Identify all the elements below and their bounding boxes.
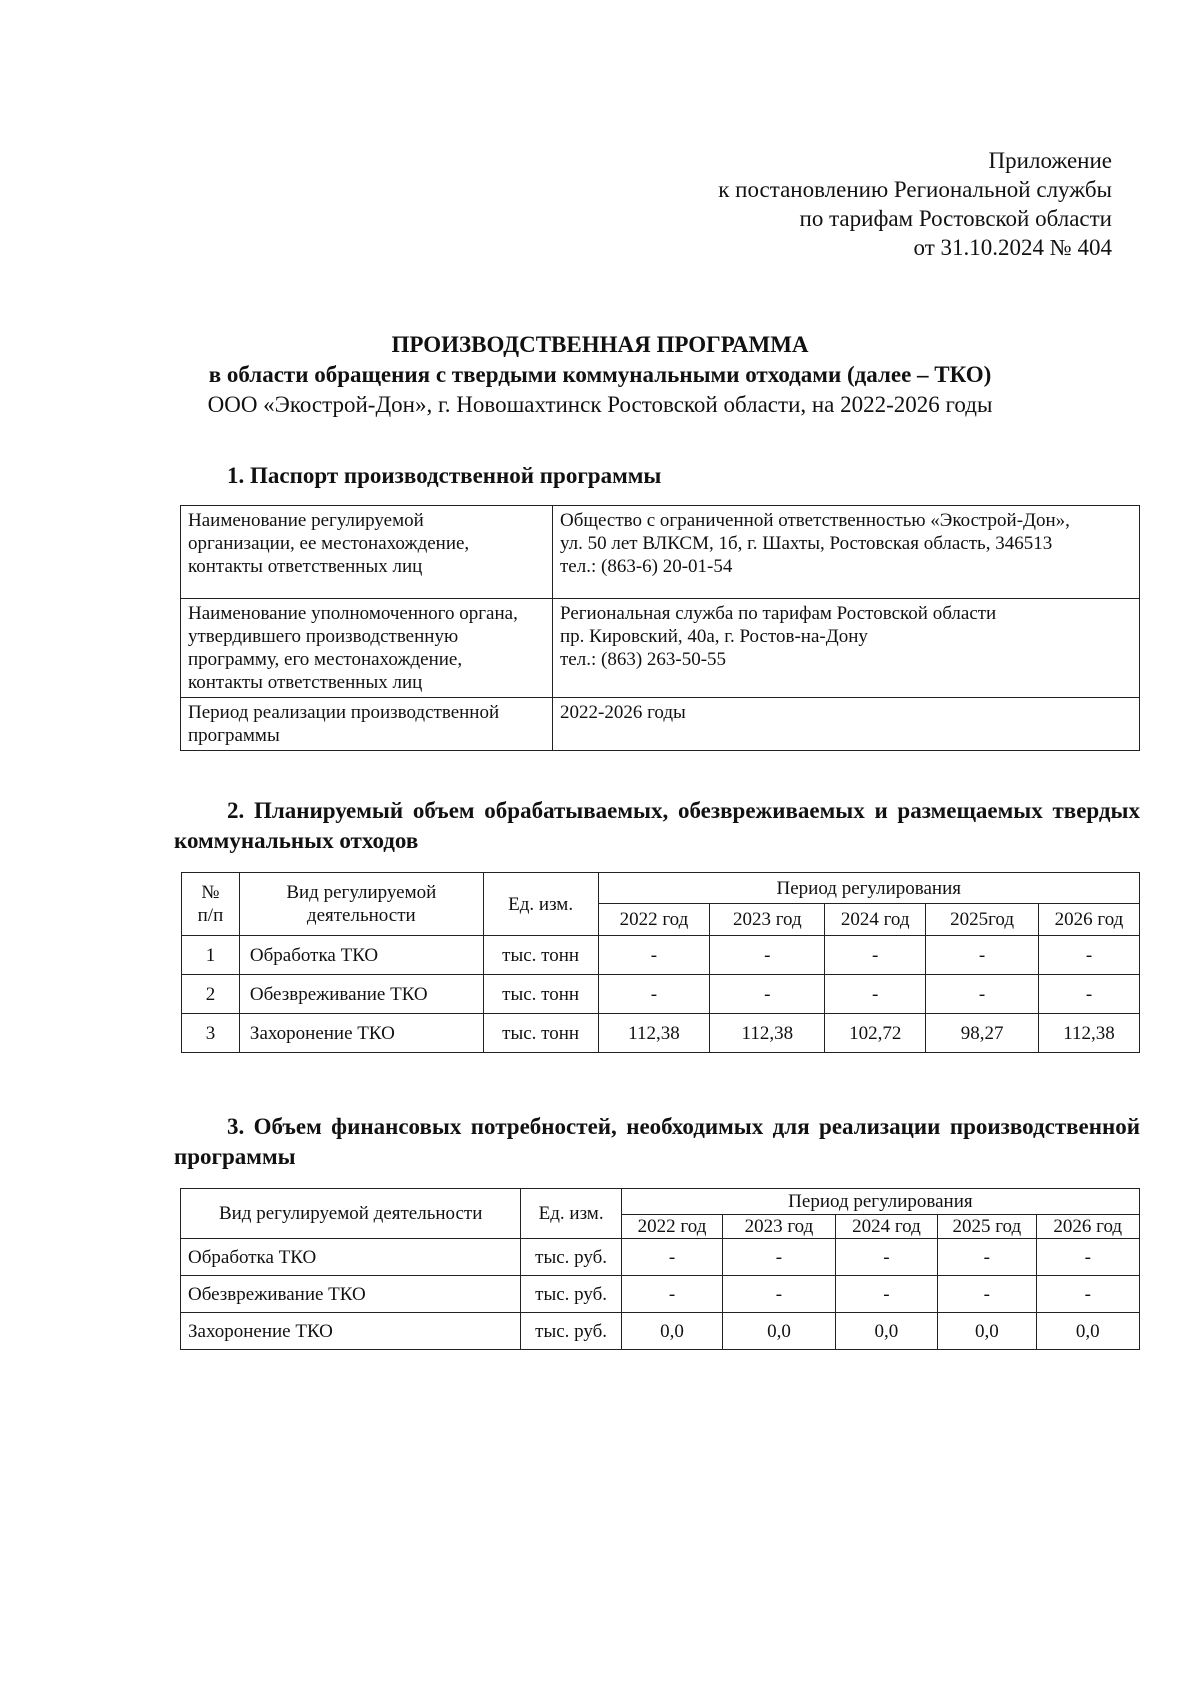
col-header-period: Период регулирования	[598, 873, 1139, 904]
cell-unit: тыс. руб.	[521, 1239, 621, 1276]
text-line: ул. 50 лет ВЛКСМ, 1б, г. Шахты, Ростовская область, 346513	[560, 533, 1053, 554]
col-header-year: 2024 год	[835, 1215, 937, 1239]
passport-label	[181, 599, 553, 698]
cell-unit: тыс. руб.	[521, 1276, 621, 1313]
table-row	[181, 698, 1140, 751]
text-line: программу, его местонахождение,	[188, 649, 463, 670]
appendix-line: по тарифам Ростовской области	[799, 206, 1112, 231]
col-header-activity: Вид регулируемой деятельности	[181, 1189, 521, 1239]
passport-value	[553, 599, 1140, 698]
document-title	[0, 330, 1200, 420]
col-header-year: 2023 год	[710, 904, 825, 936]
col-header-unit: Ед. изм.	[521, 1189, 621, 1239]
cell-unit: тыс. тонн	[483, 975, 598, 1014]
cell-value: 98,27	[926, 1014, 1039, 1053]
cell-num: 2	[182, 975, 240, 1014]
text-line: Период реализации производственной	[188, 702, 500, 723]
cell-unit: тыс. тонн	[483, 1014, 598, 1053]
text-line: тел.: (863) 263-50-55	[560, 649, 727, 670]
col-header-year: 2024 год	[825, 904, 926, 936]
cell-value: -	[710, 936, 825, 975]
appendix-note	[718, 146, 1112, 262]
passport-table	[180, 505, 1140, 751]
table-row	[181, 1239, 1140, 1276]
col-header-activity	[239, 873, 483, 936]
volume-table	[181, 872, 1140, 1053]
cell-value: -	[621, 1239, 722, 1276]
text-line: Вид регулируемой	[286, 882, 437, 903]
text-line: п/п	[197, 905, 224, 926]
passport-label	[181, 506, 553, 599]
text-line: утвердившего производственную	[188, 626, 459, 647]
cell-value: -	[598, 975, 710, 1014]
cell-value: -	[825, 975, 926, 1014]
cell-activity: Обезвреживание ТКО	[181, 1276, 521, 1313]
cell-value: 0,0	[723, 1313, 835, 1350]
appendix-line: от 31.10.2024 № 404	[913, 235, 1112, 260]
text-line: Общество с ограниченной ответственностью «Экострой-Дон»,	[560, 510, 1070, 531]
text-line: №	[201, 882, 220, 903]
col-header-period: Период регулирования	[621, 1189, 1139, 1215]
cell-value: -	[926, 975, 1039, 1014]
cell-activity: Обезвреживание ТКО	[239, 975, 483, 1014]
title-line: в области обращения с твердыми коммунальными отходами (далее – ТКО)	[208, 362, 992, 387]
passport-label	[181, 698, 553, 751]
cell-value: -	[825, 936, 926, 975]
passport-value	[553, 506, 1140, 599]
cell-activity: Захоронение ТКО	[239, 1014, 483, 1053]
cell-unit: тыс. тонн	[483, 936, 598, 975]
text-line: тел.: (863-6) 20-01-54	[560, 556, 733, 577]
cell-value: -	[723, 1276, 835, 1313]
table-row	[181, 506, 1140, 599]
cell-activity: Захоронение ТКО	[181, 1313, 521, 1350]
col-header-year: 2026 год	[1036, 1215, 1139, 1239]
cell-value: 0,0	[621, 1313, 722, 1350]
col-header-year: 2022 год	[598, 904, 710, 936]
cell-value: -	[1036, 1276, 1139, 1313]
cell-num: 1	[182, 936, 240, 975]
text-line: организации, ее местонахождение,	[188, 533, 470, 554]
text-line: пр. Кировский, 40а, г. Ростов-на-Дону	[560, 626, 868, 647]
text-line: 2022-2026 годы	[560, 702, 686, 723]
text-line: Региональная служба по тарифам Ростовской области	[560, 603, 997, 624]
text-line: Наименование уполномоченного органа,	[188, 603, 518, 624]
table-row	[181, 599, 1140, 698]
heading-text: 3. Объем финансовых потребностей, необходимых для реализации производственной программы	[174, 1114, 1140, 1169]
table-row	[182, 975, 1140, 1014]
finance-table	[180, 1188, 1140, 1350]
cell-value: -	[1039, 936, 1140, 975]
cell-activity: Обработка ТКО	[181, 1239, 521, 1276]
cell-value: -	[835, 1276, 937, 1313]
cell-value: -	[710, 975, 825, 1014]
cell-value: -	[723, 1239, 835, 1276]
text-line: контакты ответственных лиц	[188, 672, 423, 693]
cell-value: -	[598, 936, 710, 975]
col-header-year: 2025 год	[938, 1215, 1036, 1239]
col-header-unit: Ед. изм.	[483, 873, 598, 936]
cell-value: 0,0	[1036, 1313, 1139, 1350]
cell-num: 3	[182, 1014, 240, 1053]
text-line: Наименование регулируемой	[188, 510, 424, 531]
cell-value: 102,72	[825, 1014, 926, 1053]
table-row	[181, 1276, 1140, 1313]
col-header-num	[182, 873, 240, 936]
text-line: программы	[188, 725, 280, 746]
heading-text: 2. Планируемый объем обрабатываемых, обезвреживаемых и размещаемых твердых коммунальных отходов	[174, 798, 1140, 853]
cell-value: -	[621, 1276, 722, 1313]
cell-value: -	[1039, 975, 1140, 1014]
cell-value: -	[938, 1239, 1036, 1276]
appendix-line: Приложение	[988, 148, 1112, 173]
cell-value: -	[835, 1239, 937, 1276]
table-header-row	[182, 873, 1140, 904]
cell-value: 112,38	[1039, 1014, 1140, 1053]
cell-value: -	[926, 936, 1039, 975]
col-header-year: 2023 год	[723, 1215, 835, 1239]
col-header-year: 2026 год	[1039, 904, 1140, 936]
cell-unit: тыс. руб.	[521, 1313, 621, 1350]
cell-value: 0,0	[835, 1313, 937, 1350]
col-header-year: 2025год	[926, 904, 1039, 936]
cell-activity: Обработка ТКО	[239, 936, 483, 975]
cell-value: -	[938, 1276, 1036, 1313]
cell-value: 0,0	[938, 1313, 1036, 1350]
title-line: ООО «Экострой-Дон», г. Новошахтинск Ростовской области, на 2022-2026 годы	[207, 392, 993, 417]
table-header-row	[181, 1189, 1140, 1215]
cell-value: 112,38	[710, 1014, 825, 1053]
col-header-year: 2022 год	[621, 1215, 722, 1239]
table-row	[182, 936, 1140, 975]
cell-value: 112,38	[598, 1014, 710, 1053]
section2-heading	[174, 796, 1140, 856]
section3-heading	[174, 1112, 1140, 1172]
table-row	[181, 1313, 1140, 1350]
section1-heading: 1. Паспорт производственной программы	[227, 463, 662, 488]
table-row	[182, 1014, 1140, 1053]
passport-value	[553, 698, 1140, 751]
appendix-line: к постановлению Региональной службы	[718, 177, 1112, 202]
cell-value: -	[1036, 1239, 1139, 1276]
title-line: ПРОИЗВОДСТВЕННАЯ ПРОГРАММА	[391, 332, 809, 357]
text-line: деятельности	[306, 905, 416, 926]
text-line: контакты ответственных лиц	[188, 556, 423, 577]
